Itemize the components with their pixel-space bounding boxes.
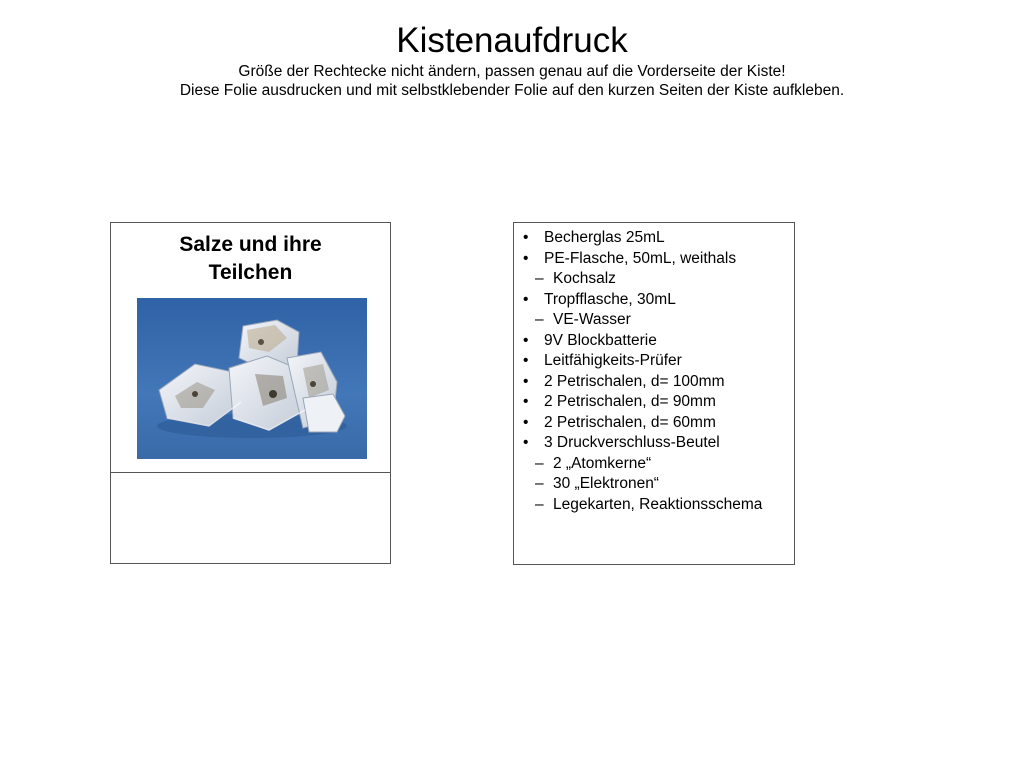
contents-item-text: PE-Flasche, 50mL, weithals: [544, 249, 737, 267]
slide-header: [0, 20, 1024, 100]
contents-item: [514, 372, 794, 393]
contents-item-text: Leitfähigkeits-Prüfer: [544, 352, 682, 369]
box-contents-card: [513, 222, 795, 565]
salt-crystals-photo: [137, 298, 367, 459]
bullet-marker: •: [523, 372, 529, 390]
contents-item-text: Legekarten, Reaktionsschema: [553, 495, 763, 513]
bullet-marker: •: [523, 290, 529, 308]
contents-item: [514, 433, 794, 454]
bullet-marker: •: [523, 229, 529, 246]
contents-item-text: 2 Petrischalen, d= 90mm: [544, 393, 716, 410]
box-label-card: [110, 222, 391, 564]
instruction-line-1: Größe der Rechtecke nicht ändern, passen genau auf die Vorderseite der Kiste!: [238, 63, 786, 80]
contents-item-text: 3 Druckverschluss-Beutel: [544, 434, 720, 451]
box-contents-list: [514, 223, 794, 515]
contents-item-text: Tropfflasche, 30mL: [544, 290, 676, 308]
slide-title: Kistenaufdruck: [396, 21, 628, 60]
box-label-title: [111, 231, 390, 287]
contents-subitem: [514, 310, 794, 331]
contents-item: [514, 249, 794, 270]
bullet-marker: •: [523, 331, 529, 349]
bullet-marker: •: [523, 352, 529, 369]
contents-item-text: Kochsalz: [553, 270, 616, 287]
contents-subitem: [514, 495, 794, 516]
contents-item: [514, 413, 794, 434]
contents-item-text: Becherglas 25mL: [544, 229, 665, 246]
box-label-title-line-1: Salze und ihre: [179, 233, 322, 256]
box-label-title-line-2: Teilchen: [208, 261, 293, 284]
contents-item-text: 2 Petrischalen, d= 60mm: [544, 413, 716, 431]
bullet-marker: •: [523, 393, 529, 410]
contents-subitem: [514, 454, 794, 475]
bullet-marker: •: [523, 249, 529, 267]
contents-item: [514, 290, 794, 311]
contents-subitem: [514, 269, 794, 290]
contents-item-text: 30 „Elektronen“: [553, 475, 659, 492]
contents-item-text: 2 Petrischalen, d= 100mm: [544, 372, 725, 390]
contents-item: [514, 228, 794, 249]
bullet-marker: •: [523, 434, 529, 451]
dash-marker: –: [535, 475, 544, 492]
contents-item-text: VE-Wasser: [553, 311, 631, 328]
contents-item: [514, 331, 794, 352]
contents-item-text: 9V Blockbatterie: [544, 331, 657, 349]
contents-subitem: [514, 474, 794, 495]
box-label-divider: [111, 472, 390, 473]
contents-item: [514, 351, 794, 372]
bullet-marker: •: [523, 413, 529, 431]
dash-marker: –: [535, 495, 544, 513]
contents-item-text: 2 „Atomkerne“: [553, 454, 652, 472]
dash-marker: –: [535, 311, 544, 328]
dash-marker: –: [535, 454, 544, 472]
contents-item: [514, 392, 794, 413]
instruction-line-2: Diese Folie ausdrucken und mit selbstklebender Folie auf den kurzen Seiten der Kiste aufkleben.: [179, 82, 845, 99]
dash-marker: –: [535, 270, 544, 287]
